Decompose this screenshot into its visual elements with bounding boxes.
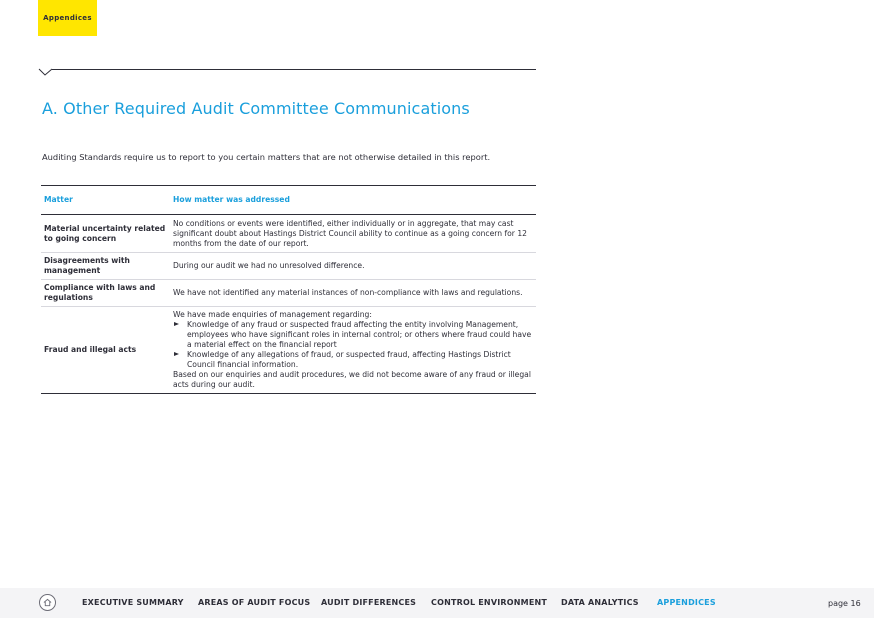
section-tab[interactable]: Appendices — [38, 0, 97, 36]
nav-executive-summary[interactable]: EXECUTIVE SUMMARY — [82, 598, 184, 607]
page-number: page 16 — [828, 599, 861, 608]
intro-text: Auditing Standards require us to report to you certain matters that are not otherwise detailed in this report. — [42, 152, 491, 162]
table-row — [41, 307, 536, 394]
table-row — [41, 280, 536, 307]
matter-cell: Disagreements with management — [41, 253, 170, 280]
header-rule — [52, 69, 536, 70]
footer-nav-bar — [0, 588, 874, 618]
addressed-cell: No conditions or events were identified, either individually or in aggregate, that may cast significant doubt about Hastings District Council ability to continue as a going concern for 12 months from the date of our report. — [170, 215, 536, 253]
bullet-item: Knowledge of any allegations of fraud, or suspected fraud, affecting Hastings District Council financial information. — [173, 350, 533, 370]
nav-audit-differences[interactable]: AUDIT DIFFERENCES — [321, 598, 417, 607]
fraud-outro: Based on our enquiries and audit procedures, we did not become aware of any fraud or illegal acts during our audit. — [173, 370, 531, 389]
fraud-bullet-list — [173, 320, 533, 370]
addressed-cell — [170, 307, 536, 394]
bullet-item: Knowledge of any fraud or suspected fraud affecting the entity involving Management, employees who have significant roles in internal control; or others where fraud could have a material effect on the financial report — [173, 320, 533, 350]
matter-cell: Material uncertainty related to going concern — [41, 215, 170, 253]
nav-control-environment[interactable]: CONTROL ENVIRONMENT — [431, 598, 548, 607]
matter-cell: Compliance with laws and regulations — [41, 280, 170, 307]
addressed-cell: We have not identified any material instances of non-compliance with laws and regulations. — [170, 280, 536, 307]
nav-appendices[interactable]: APPENDICES — [657, 598, 716, 607]
fraud-intro: We have made enquiries of management regarding: — [173, 310, 372, 319]
page-title: A. Other Required Audit Committee Communications — [42, 99, 470, 118]
table-row — [41, 215, 536, 253]
column-header-matter: Matter — [41, 186, 170, 215]
home-icon — [43, 598, 52, 607]
nav-data-analytics[interactable]: DATA ANALYTICS — [561, 598, 639, 607]
table-row — [41, 253, 536, 280]
column-header-addressed: How matter was addressed — [170, 186, 536, 215]
home-button[interactable] — [39, 594, 56, 611]
matter-cell: Fraud and illegal acts — [44, 345, 137, 354]
communications-table — [41, 185, 536, 394]
addressed-cell: During our audit we had no unresolved difference. — [170, 253, 536, 280]
nav-areas-of-audit-focus[interactable]: AREAS OF AUDIT FOCUS — [198, 598, 311, 607]
table-header-row — [41, 186, 536, 215]
